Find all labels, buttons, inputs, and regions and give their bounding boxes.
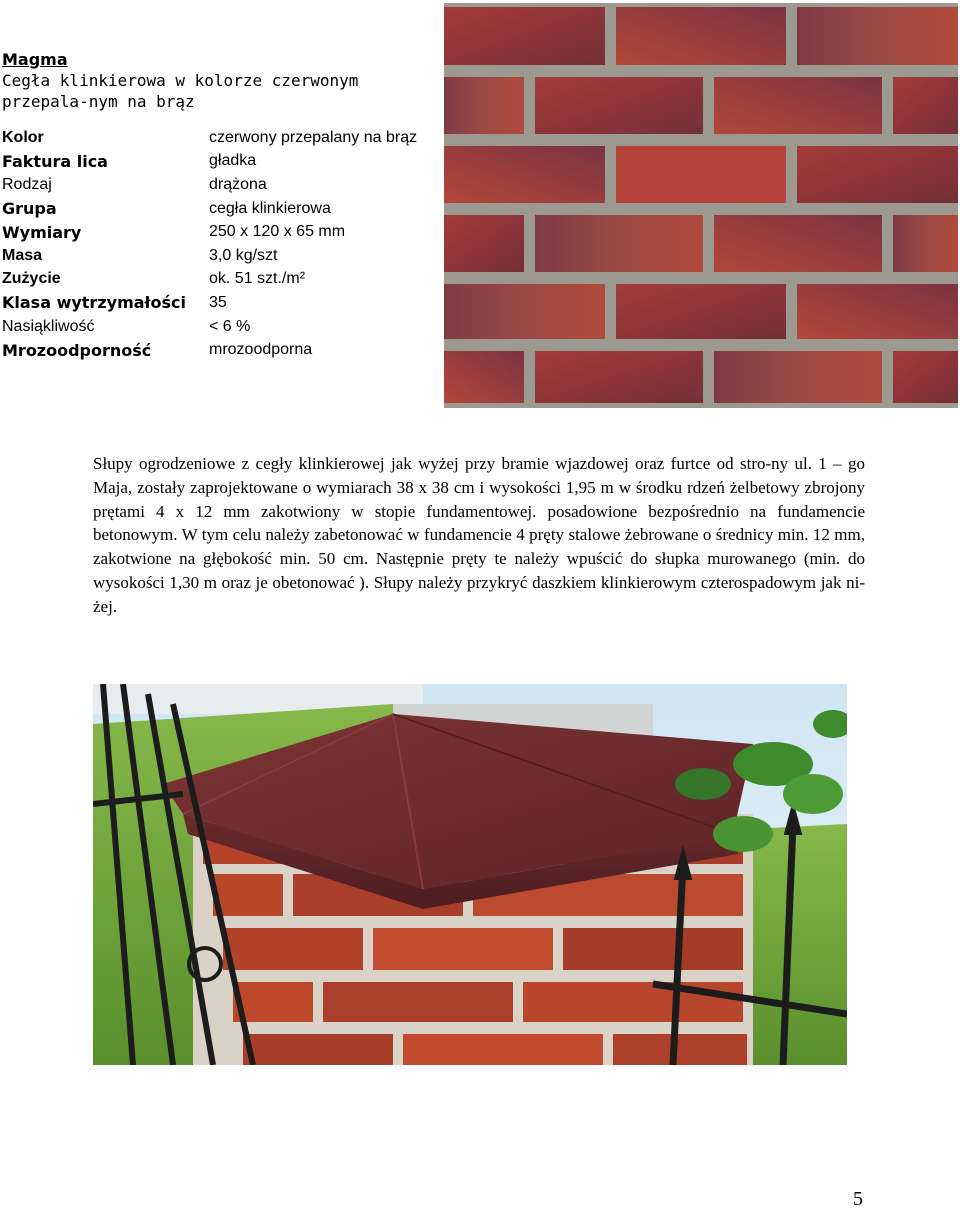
spec-label: Mrozoodporność: [2, 340, 152, 360]
spec-value: cegła klinkierowa: [209, 199, 331, 217]
spec-label: Grupa: [2, 199, 57, 219]
spec-row: [2, 338, 417, 362]
spec-label: Klasa wytrzymałości: [2, 293, 186, 313]
spec-value: mrozoodporna: [209, 341, 313, 359]
product-description: Cegła klinkierowa w kolorze czerwonym przepala-nym na brąz: [2, 71, 359, 111]
spec-row: [2, 291, 417, 315]
spec-label: Faktura lica: [2, 151, 108, 171]
spec-label: Zużycie: [2, 270, 61, 288]
page-number: 5: [853, 1188, 863, 1210]
spec-value: 250 x 120 x 65 mm: [209, 223, 346, 241]
spec-label: Masa: [2, 246, 43, 264]
spec-value: < 6 %: [209, 317, 251, 335]
spec-value: 35: [209, 293, 227, 311]
brick-texture-photo: [444, 3, 958, 408]
spec-label: Wymiary: [2, 222, 82, 242]
spec-value: 3,0 kg/szt: [209, 246, 278, 264]
spec-row: [2, 173, 417, 197]
spec-row: [2, 315, 417, 339]
spec-value: drążona: [209, 175, 267, 193]
spec-row: [2, 150, 417, 174]
spec-label: Nasiąkliwość: [2, 317, 95, 335]
pillar-cap-photo: [93, 684, 847, 1065]
body-paragraph: Słupy ogrodzeniowe z cegły klinkierowej jak wyżej przy bramie wjazdowej oraz furtce od stro-ny ul. 1 – go Maja, zostały zaprojektowane o wymiarach 38 x 38 cm i wysokości 1,95 m w środku rdzeń żelbetowy zbrojony prętami 4 x 12 mm zakotwiony w stopie fundamentowej. posadowione bezpośrednio na fundamencie betonowym. W tym celu należy zabetonować w fundamencie 4 pręty stalowe żebrowane o średnicy min. 12 mm, zakotwione na głębokość min. 50 cm. Następnie pręty te należy wpuścić do słupka murowanego (min. do wysokości 1,30 m oraz je obetonować ). Słupy należy przykryć daszkiem klinkierowym czterospadowym jak ni-żej.: [93, 454, 865, 616]
spec-row: [2, 197, 417, 221]
product-name: Magma: [2, 50, 68, 69]
spec-label: Kolor: [2, 128, 44, 146]
spec-table: [2, 126, 417, 362]
spec-label: Rodzaj: [2, 175, 52, 193]
spec-value: czerwony przepalany na brąz: [209, 128, 418, 146]
spec-value: gładka: [209, 152, 257, 170]
spec-row: [2, 268, 417, 292]
spec-row: [2, 220, 417, 244]
spec-row: [2, 126, 417, 150]
spec-row: [2, 244, 417, 268]
spec-value: ok. 51 szt./m²: [209, 270, 306, 288]
